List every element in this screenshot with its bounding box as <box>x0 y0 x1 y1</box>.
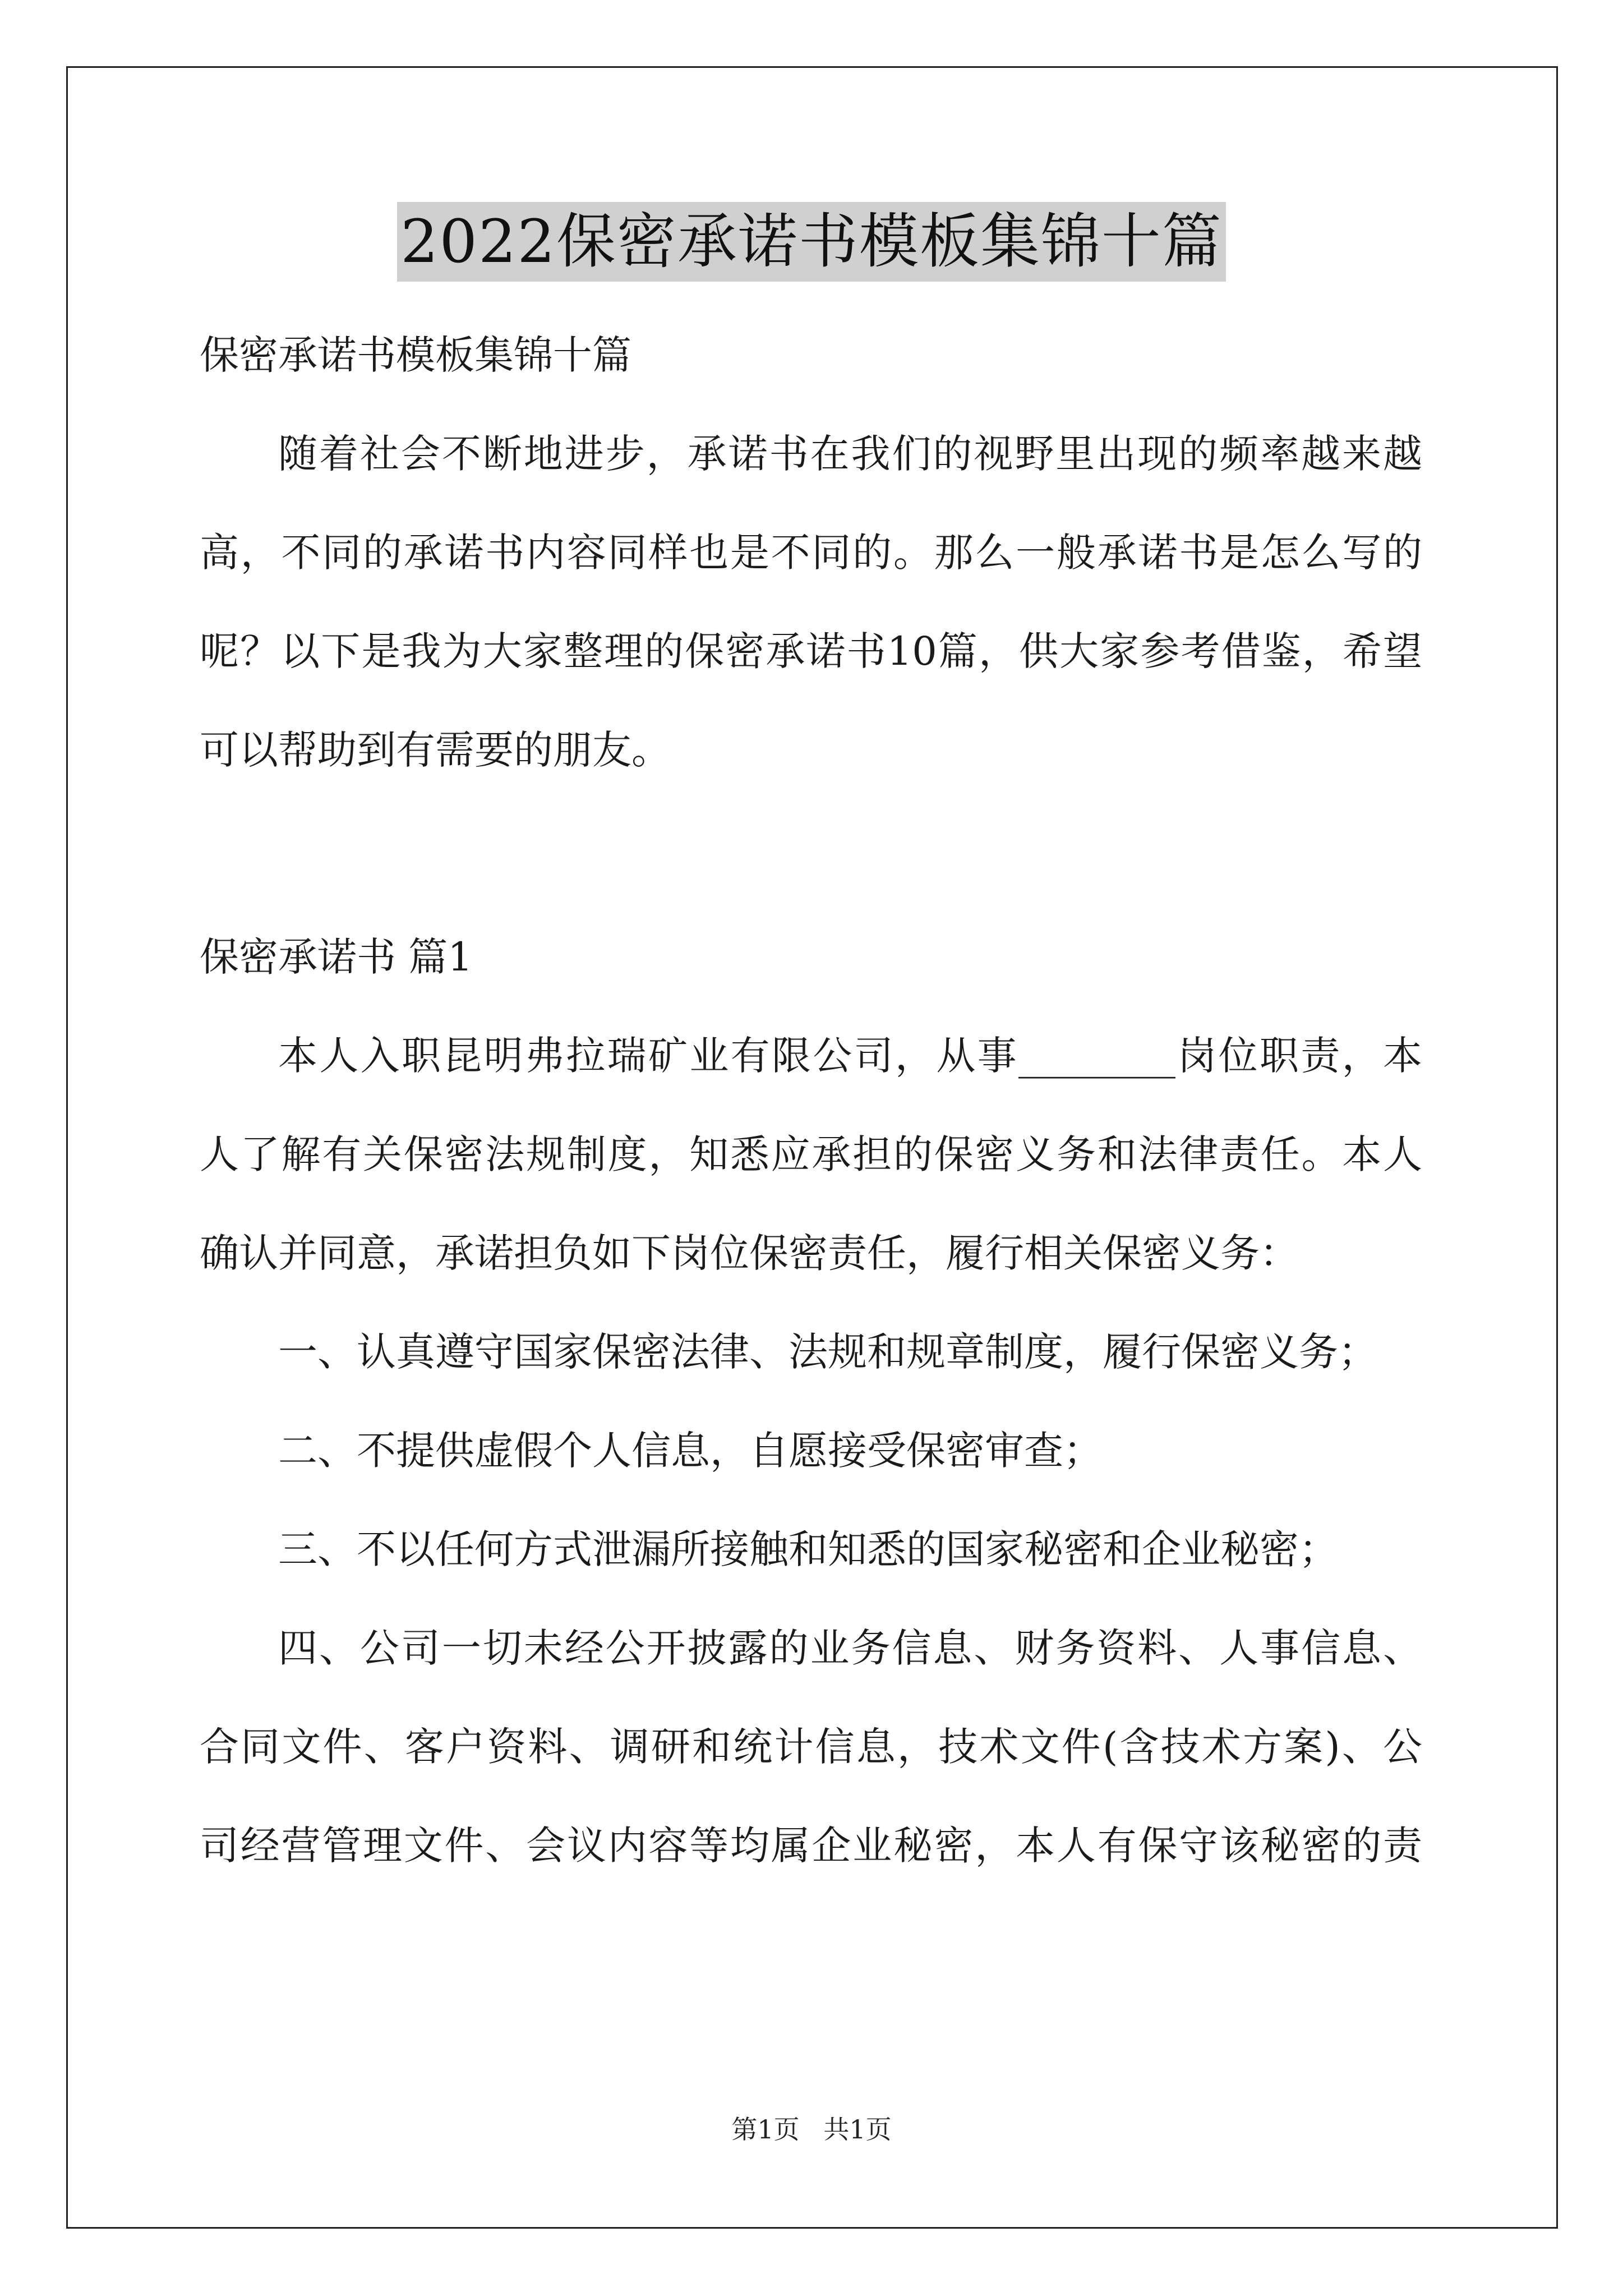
body-line: 本人入职昆明弗拉瑞矿业有限公司，从事________岗位职责，本 <box>278 1033 1422 1079</box>
page-footer <box>0 2113 1623 2146</box>
body-line: 确认并同意，承诺担负如下岗位保密责任，履行相关保密义务： <box>200 1230 1299 1276</box>
intro-line: 随着社会不断地进步，承诺书在我们的视野里出现的频率越来越 <box>278 431 1422 477</box>
section-heading: 保密承诺书 篇1 <box>200 934 473 980</box>
page-total: 共1页 <box>823 2114 892 2145</box>
document-title: 2022保密承诺书模板集锦十篇 <box>397 202 1226 282</box>
body-line: 司经营管理文件、会议内容等均属企业秘密，本人有保守该秘密的责 <box>200 1823 1422 1869</box>
body-line: 二、不提供虚假个人信息，自愿接受保密审查； <box>278 1428 1103 1474</box>
intro-line: 可以帮助到有需要的朋友。 <box>200 727 671 773</box>
intro-line: 高，不同的承诺书内容同样也是不同的。那么一般承诺书是怎么写的 <box>200 530 1422 576</box>
body-line: 合同文件、客户资料、调研和统计信息，技术文件(含技术方案)、公 <box>200 1724 1422 1770</box>
body-line: 人了解有关保密法规制度，知悉应承担的保密义务和法律责任。本人 <box>200 1131 1422 1177</box>
title-container <box>0 202 1623 282</box>
paragraph-gap <box>200 799 1422 908</box>
page-number: 第1页 <box>731 2114 800 2145</box>
document-body <box>200 306 1422 1895</box>
body-line: 一、认真遵守国家保密法律、法规和规章制度，履行保密义务； <box>278 1329 1377 1375</box>
intro-line: 呢？以下是我为大家整理的保密承诺书10篇，供大家参考借鉴，希望 <box>200 628 1422 674</box>
body-line: 四、公司一切未经公开披露的业务信息、财务资料、人事信息、 <box>278 1625 1422 1671</box>
body-line: 三、不以任何方式泄漏所接触和知悉的国家秘密和企业秘密； <box>278 1526 1338 1572</box>
document-subtitle: 保密承诺书模板集锦十篇 <box>200 332 631 378</box>
